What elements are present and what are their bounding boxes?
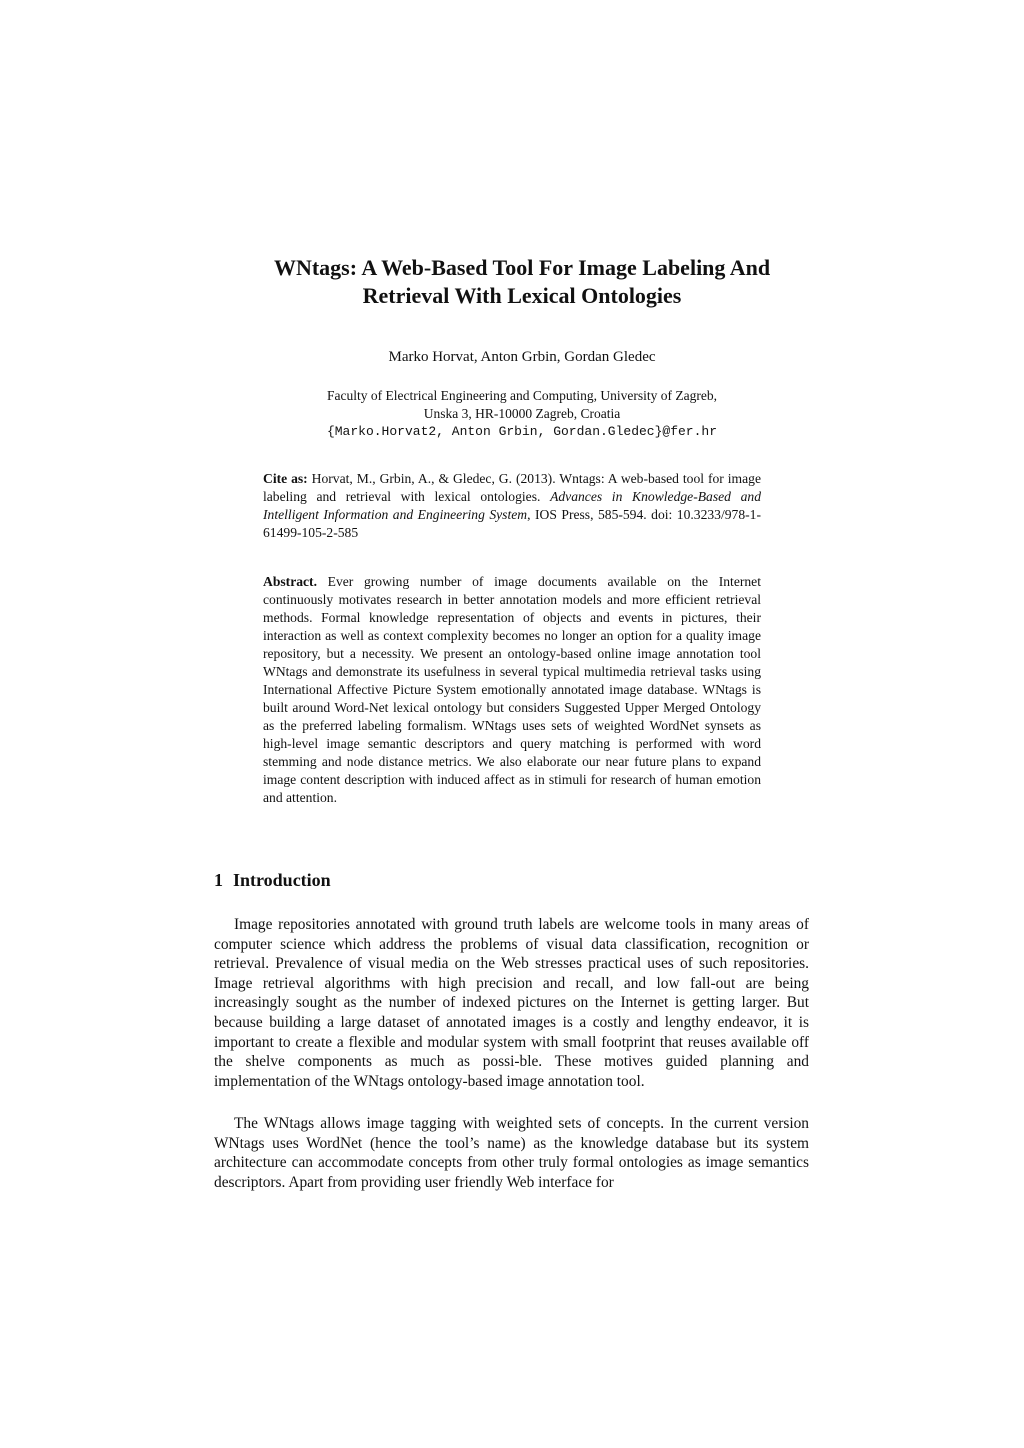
citation-block <box>263 470 761 542</box>
cite-text-after: , IOS Press, 585-594. doi: 10.3233/978-1-61499-105-2-585 <box>263 507 761 540</box>
affiliation-line-1: Faculty of Electrical Engineering and Computing, University of Zagreb, <box>327 388 717 403</box>
author-list: Marko Horvat, Anton Grbin, Gordan Gledec <box>388 349 656 365</box>
section-number: 1 <box>214 870 223 890</box>
abstract-label: Abstract. <box>263 574 317 589</box>
section-heading-introduction <box>214 868 331 892</box>
cite-label: Cite as: <box>263 471 308 486</box>
abstract-text: Ever growing number of image documents available on the Internet continuously motivates research in better annotation models and more efficient retrieval methods. Formal knowledge representation of objects and events in pictures, their interaction as well as context complexity becomes no longer an option for a quality image repository, but a necessity. We present an ontology-based online image annotation tool WNtags and demonstrate its usefulness in several typical multimedia retrieval tasks using International Affective Picture System emotionally annotated image database. WNtags is built around Word-Net lexical ontology but considers Suggested Upper Merged Ontology as the preferred labeling formalism. WNtags uses sets of weighted WordNet synsets as high-level image semantic descriptors and query matching is performed with word stemming and node distance metrics. We also elaborate our near future plans to expand image content description with induced affect as in stimuli for research of human emotion and attention. <box>263 574 761 805</box>
affiliation-line-2: Unska 3, HR-10000 Zagreb, Croatia <box>423 406 621 421</box>
intro-paragraph-1: Image repositories annotated with ground truth labels are welcome tools in many areas of computer science which address the problems of visual data classification, recognition or retrieval. Prevalence of visual media on the Web stresses practical uses of such repositories. Image retrieval algorithms with high precision and recall, and low fall-out are being increasingly sought as the number of indexed pictures on the Internet is getting larger. But because building a large dataset of annotated images is a costly and lengthy endeavor, it is important to create a flexible and modular system with small footprint that reuses available off the shelve components as much as possi-ble. These motives guided planning and implementation of the WNtags ontology-based image annotation tool. <box>214 916 809 1090</box>
title-line-1: WNtags: A Web-Based Tool For Image Labeling And <box>273 255 771 280</box>
author-emails: {Marko.Horvat2, Anton Grbin, Gordan.Gledec}@fer.hr <box>326 424 718 439</box>
abstract-block <box>263 573 761 807</box>
title-line-2: Retrieval With Lexical Ontologies <box>362 283 682 308</box>
cite-venue: Advances in Knowledge-Based and Intelligent Information and Engineering System <box>263 489 761 522</box>
intro-paragraph-2: The WNtags allows image tagging with weighted sets of concepts. In the current version WNtags uses WordNet (hence the tool’s name) as the knowledge database but its system architecture can accommodate concepts from other truly formal ontologies as image semantics descriptors. Apart from providing user friendly Web interface for <box>214 1115 809 1191</box>
paper-title <box>200 254 844 310</box>
cite-text-before: Horvat, M., Grbin, A., & Gledec, G. (2013). Wntags: A web-based tool for image labeling and retrieval with lexical ontologies. <box>263 471 761 504</box>
affiliation-block <box>200 387 844 441</box>
section-title: Introduction <box>233 870 331 890</box>
